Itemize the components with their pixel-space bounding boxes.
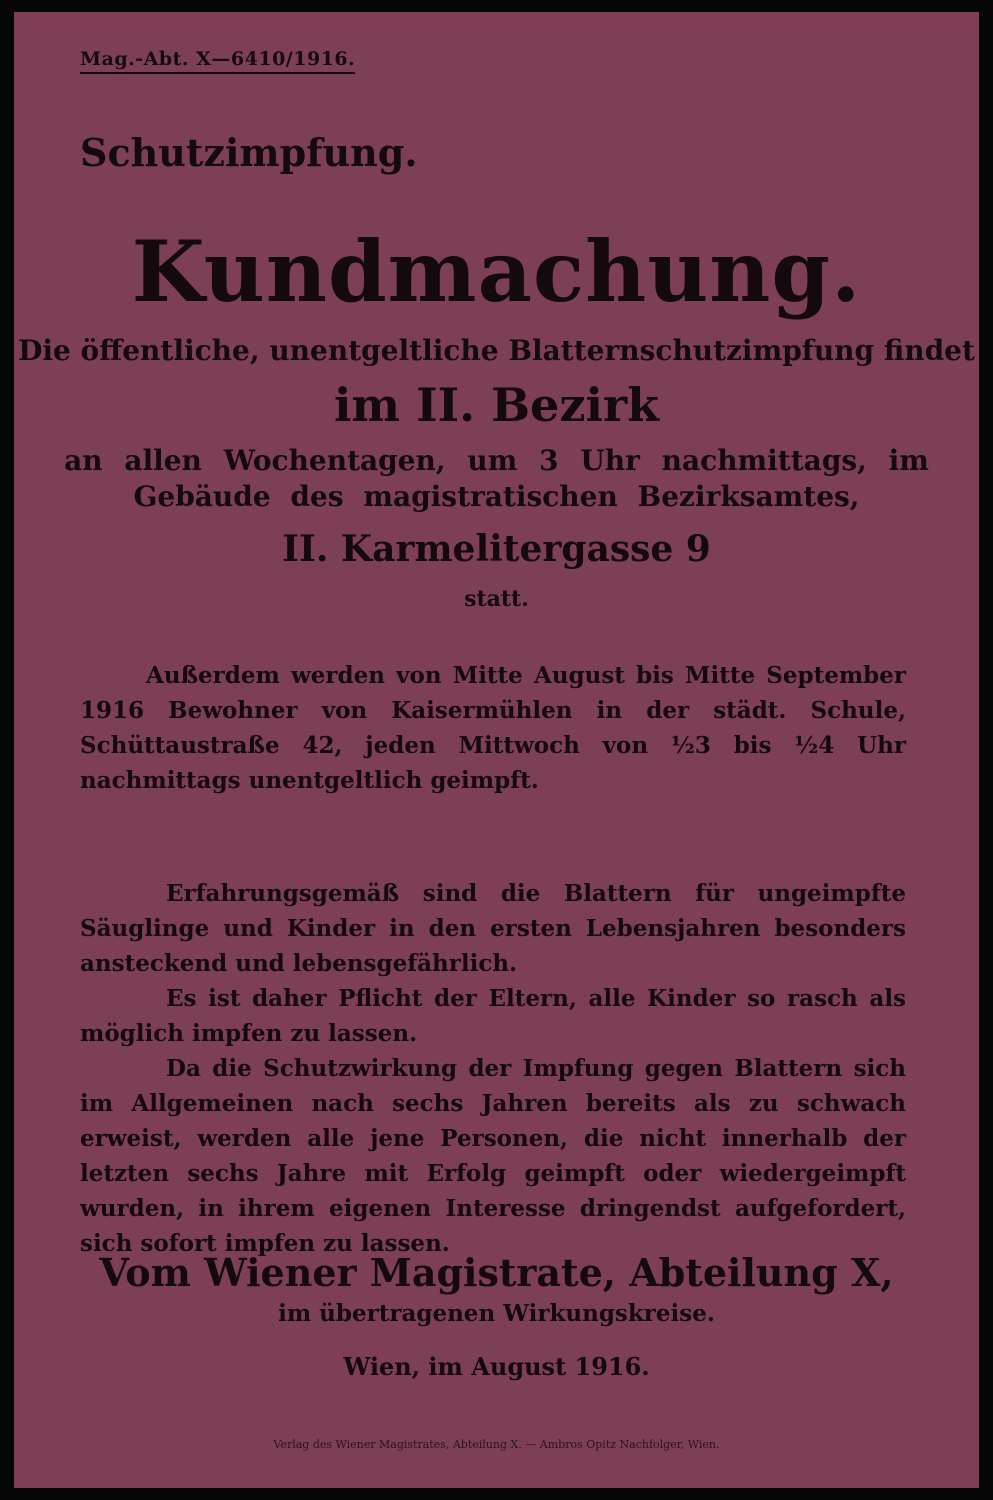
advisory-block <box>80 876 906 1261</box>
statt-text: statt. <box>464 586 529 612</box>
issue-date: Wien, im August 1916. <box>343 1352 650 1381</box>
poster-sheet <box>14 12 979 1488</box>
address-heading: II. Karmelitergasse 9 <box>282 528 711 570</box>
reference-number: Mag.-Abt. X—6410/1916. <box>80 48 355 74</box>
duty-paragraph: Es ist daher Pflicht der Eltern, alle Kinder so rasch als möglich impfen zu lassen. <box>80 985 906 1047</box>
schedule-line-1: an allen Wochentagen, um 3 Uhr nachmittags, im <box>64 444 929 477</box>
intro-line: Die öffentliche, unentgeltliche Blatternschutzimpfung findet <box>18 334 975 367</box>
kaisermuehlen-paragraph: Außerdem werden von Mitte August bis Mitte September 1916 Bewohner von Kaisermühlen in der städt. Schule, Schüttaustraße 42, jeden Mittwoch von ½3 bis ½4 Uhr nachmittags unentgeltlich geimpft. <box>80 662 906 794</box>
page-title: Kundmachung. <box>131 222 862 321</box>
topic-heading: Schutzimpfung. <box>80 130 418 175</box>
signature-subline: im übertragenen Wirkungskreise. <box>278 1300 715 1327</box>
schedule-line-2: Gebäude des magistratischen Bezirksamtes, <box>133 480 860 513</box>
experience-paragraph: Erfahrungsgemäß sind die Blattern für ungeimpfte Säuglinge und Kinder in den ersten Lebensjahren besonders ansteckend und lebensgefährlich. <box>80 880 906 977</box>
printer-imprint: Verlag des Wiener Magistrates, Abteilung X. — Ambros Opitz Nachfolger, Wien. <box>273 1438 720 1451</box>
district-heading: im II. Bezirk <box>333 378 660 432</box>
protection-paragraph: Da die Schutzwirkung der Impfung gegen Blattern sich im Allgemeinen nach sechs Jahren bereits als zu schwach erweist, werden alle jene Personen, die nicht innerhalb der letzten sechs Jahre mit Erfolg geimpft oder wiedergeimpft wurden, in ihrem eigenen Interesse dringendst aufgefordert, sich sofort impfen zu lassen. <box>80 1055 906 1257</box>
signature-authority: Vom Wiener Magistrate, Abteilung X, <box>99 1250 894 1295</box>
